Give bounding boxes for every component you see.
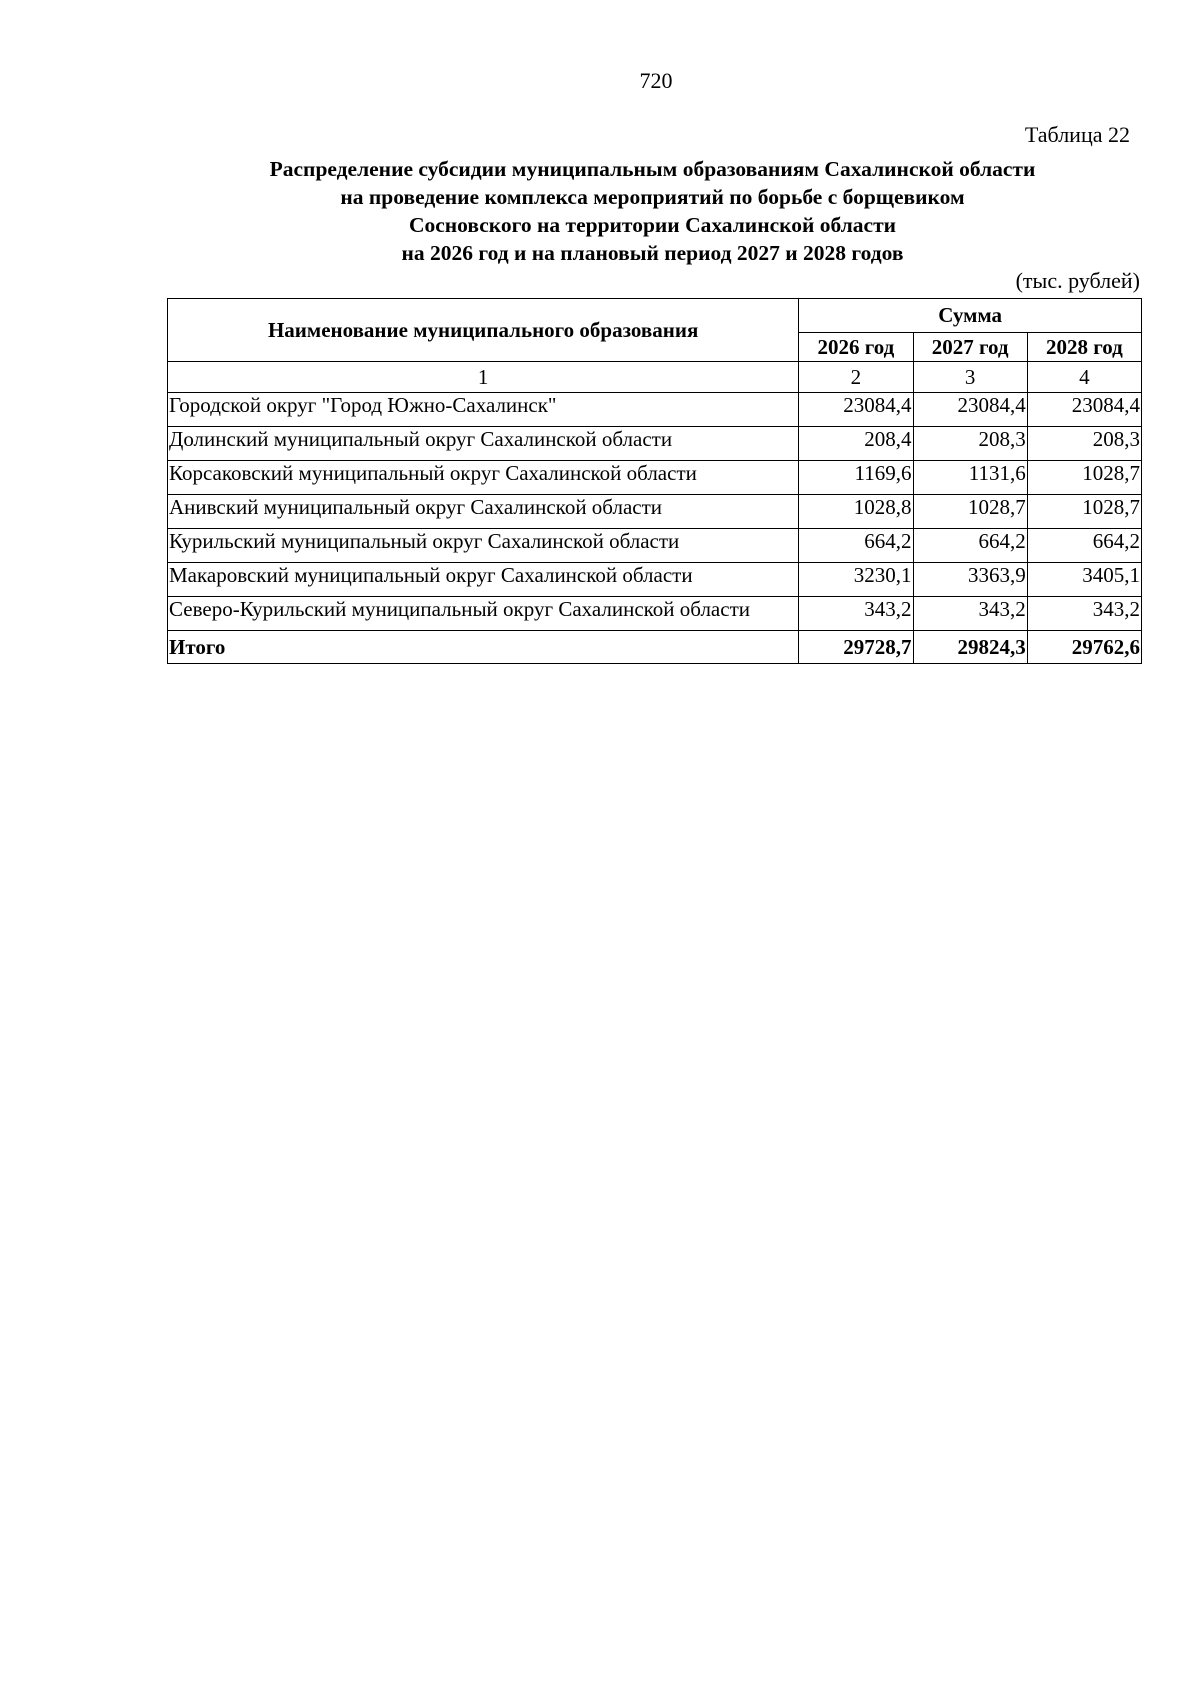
value-2026: 1028,8 (799, 495, 913, 529)
header-municipality: Наименование муниципального образования (168, 299, 799, 362)
value-2026: 664,2 (799, 529, 913, 563)
municipality-name: Северо-Курильский муниципальный округ Сахалинской области (168, 597, 799, 631)
municipality-name: Курильский муниципальный округ Сахалинской области (168, 529, 799, 563)
total-2026: 29728,7 (799, 631, 913, 664)
header-year-2028: 2028 год (1027, 333, 1141, 362)
value-2027: 23084,4 (913, 393, 1027, 427)
value-2027: 664,2 (913, 529, 1027, 563)
value-2028: 1028,7 (1027, 461, 1141, 495)
value-2026: 3230,1 (799, 563, 913, 597)
title-line: на проведение комплекса мероприятий по борьбе с борщевиком (340, 185, 965, 209)
subsidy-table (167, 298, 1142, 664)
document-title (160, 155, 1145, 267)
title-line: на 2026 год и на плановый период 2027 и 2028 годов (401, 241, 904, 265)
value-2027: 208,3 (913, 427, 1027, 461)
value-2028: 343,2 (1027, 597, 1141, 631)
header-sum: Сумма (799, 299, 1142, 333)
value-2027: 343,2 (913, 597, 1027, 631)
municipality-name: Корсаковский муниципальный округ Сахалинской области (168, 461, 799, 495)
municipality-name: Долинский муниципальный округ Сахалинской области (168, 427, 799, 461)
table-row (168, 563, 1142, 597)
table-row (168, 597, 1142, 631)
value-2026: 23084,4 (799, 393, 913, 427)
total-2027: 29824,3 (913, 631, 1027, 664)
value-2028: 23084,4 (1027, 393, 1141, 427)
value-2028: 664,2 (1027, 529, 1141, 563)
table-row (168, 427, 1142, 461)
value-2028: 208,3 (1027, 427, 1141, 461)
value-2026: 343,2 (799, 597, 913, 631)
value-2026: 208,4 (799, 427, 913, 461)
table-row (168, 495, 1142, 529)
table-body (168, 362, 1142, 664)
value-2026: 1169,6 (799, 461, 913, 495)
total-label: Итого (168, 631, 799, 664)
table-row (168, 461, 1142, 495)
column-number: 3 (913, 362, 1027, 393)
total-row (168, 631, 1142, 664)
column-number: 2 (799, 362, 913, 393)
value-2028: 1028,7 (1027, 495, 1141, 529)
column-number: 4 (1027, 362, 1141, 393)
title-line: Сосновского на территории Сахалинской области (408, 213, 897, 237)
value-2027: 1028,7 (913, 495, 1027, 529)
value-2028: 3405,1 (1027, 563, 1141, 597)
total-2028: 29762,6 (1027, 631, 1141, 664)
table-label: Таблица 22 (1024, 122, 1130, 147)
column-numbers-row (168, 362, 1142, 393)
table-row (168, 393, 1142, 427)
header-year-2026: 2026 год (799, 333, 913, 362)
municipality-name: Городской округ "Город Южно-Сахалинск" (168, 393, 799, 427)
municipality-name: Анивский муниципальный округ Сахалинской области (168, 495, 799, 529)
page-number: 720 (639, 68, 673, 93)
municipality-name: Макаровский муниципальный округ Сахалинской области (168, 563, 799, 597)
value-2027: 3363,9 (913, 563, 1027, 597)
value-2027: 1131,6 (913, 461, 1027, 495)
header-year-2027: 2027 год (913, 333, 1027, 362)
column-number: 1 (168, 362, 799, 393)
units-label: (тыс. рублей) (1015, 268, 1140, 293)
title-line: Распределение субсидии муниципальным образованиям Сахалинской области (269, 157, 1036, 181)
table-row (168, 529, 1142, 563)
